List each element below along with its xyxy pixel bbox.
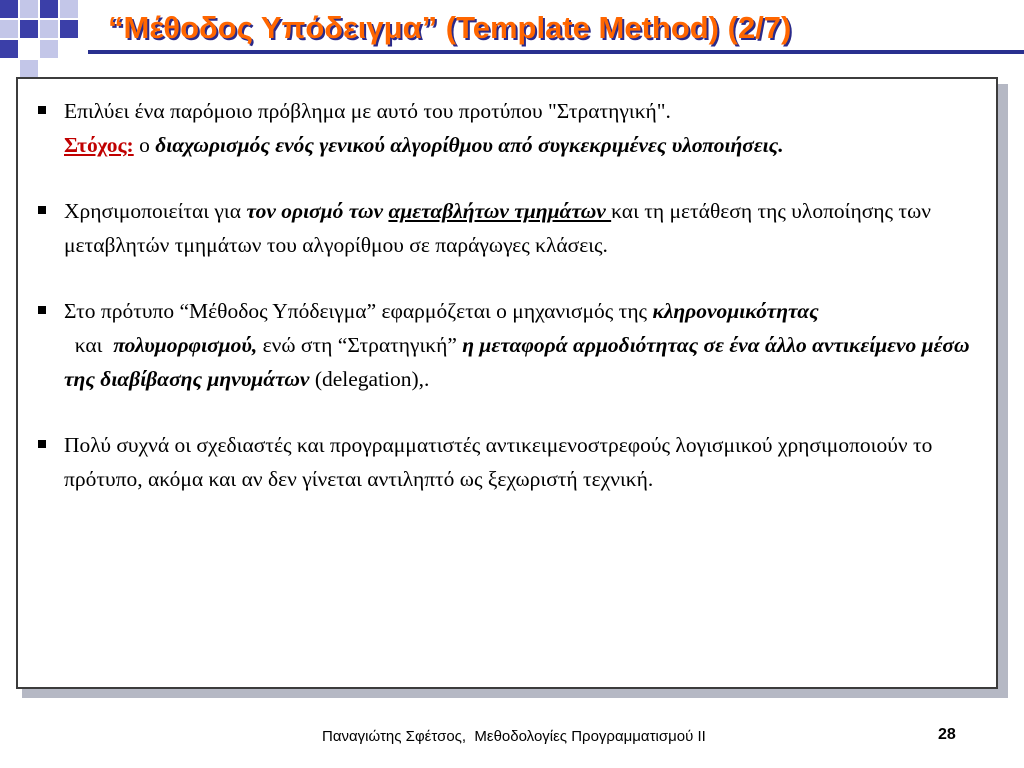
decor-square [20,20,38,38]
square-bullet-icon [38,106,46,114]
decor-square [0,0,18,18]
page-number: 28 [938,726,956,743]
bullet-text: Πολύ συχνά οι σχεδιαστές και προγραμματιστές αντικειμενοστρεφούς λογισμικού χρησιμοποιούν το πρότυπο, ακόμα και αν δεν γίνεται αντιληπτό ως ξεχωριστή τεχνική. [64,433,933,491]
bullet-text: και [64,333,114,357]
decor-square [0,40,18,58]
bullet-text: Χρησιμοποιείται για [64,199,247,223]
bullet-item [38,428,988,496]
bullet-text: ενώ στη “Στρατηγική” [257,333,463,357]
bullet-emphasis: διαχωρισμός ενός γενικού αλγορίθμου από συγκεκριμένες υλοποιήσεις. [155,133,784,157]
decor-square [40,40,58,58]
bullet-emphasis: πολυμορφισμού, [113,333,258,357]
bullet-item [38,294,988,396]
decor-square [40,0,58,18]
decor-square [60,20,78,38]
bullet-emphasis-underlined: αμεταβλήτων τμημάτων [388,199,612,223]
bullet-emphasis: κληρονομικότητας [652,299,819,323]
square-bullet-icon [38,306,46,314]
bullet-list [38,94,988,528]
goal-label: Στόχος: [64,133,134,157]
bullet-text: ο [133,133,156,157]
slide-title: “Μέθοδος Υπόδειγμα” (Template Method) (2/7) [108,10,792,45]
bullet-emphasis: η μεταφορά αρμοδιότητας σε ένα άλλο αντικείμενο μέσω της διαβίβασης μηνυμάτων [64,333,970,391]
bullet-item [38,194,988,262]
decor-square [20,60,38,78]
slide-footer: Παναγιώτης Σφέτσος, Μεθοδολογίες Προγραμματισμού ΙΙ [322,728,706,745]
bullet-text: και τη μετάθεση της υλοποίησης των μεταβλητών τμημάτων του αλγορίθμου σε παράγωγες κλάσεις. [64,199,931,257]
decor-square [60,0,78,18]
bullet-text: Επιλύει ένα παρόμοιο πρόβλημα με αυτό του προτύπου "Στρατηγική". [64,99,671,123]
square-bullet-icon [38,440,46,448]
decor-square [40,20,58,38]
bullet-text: (delegation),. [309,367,430,391]
decor-square [0,20,18,38]
bullet-emphasis: τον ορισμό των [246,199,389,223]
bullet-text: Στο πρότυπο “Μέθοδος Υπόδειγμα” εφαρμόζεται ο μηχανισμός της [64,299,653,323]
decor-square [20,0,38,18]
bullet-item [38,94,988,162]
square-bullet-icon [38,206,46,214]
